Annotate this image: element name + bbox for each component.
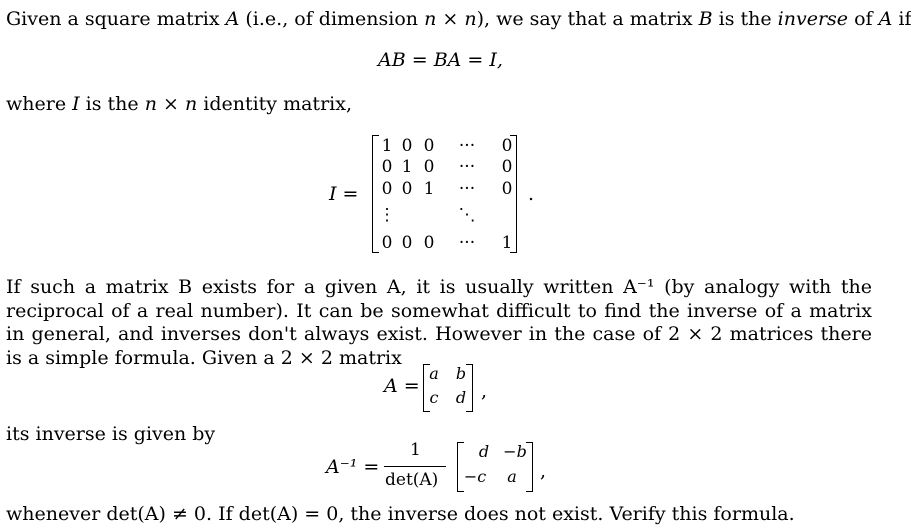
text: identity matrix,	[197, 93, 352, 115]
identity-entry: 0	[501, 136, 513, 156]
entry-neg-c: −c	[463, 467, 487, 486]
identity-entry: 0	[401, 179, 413, 199]
var-n: n	[464, 8, 477, 30]
fraction-numerator: 1	[410, 440, 421, 460]
entry-d: d	[478, 442, 490, 461]
identity-entry: ···	[458, 157, 476, 177]
entry-neg-b: −b	[503, 442, 527, 461]
text: Given a square matrix	[6, 8, 226, 30]
identity-entry: ···	[458, 179, 476, 199]
fraction-denominator: det(A)	[385, 470, 439, 490]
entry-d: d	[455, 388, 467, 407]
identity-entry: 1	[423, 179, 435, 199]
var-A: A	[878, 8, 893, 30]
identity-entry: 0	[501, 157, 513, 177]
var-n: n	[184, 93, 198, 115]
var-n: n	[144, 93, 157, 115]
var-B: B	[698, 8, 713, 30]
text: is the	[712, 8, 778, 30]
identity-entry: ···	[458, 233, 476, 253]
matrix-A-comma: ,	[481, 380, 488, 402]
text: ), we say that a matrix	[476, 8, 699, 30]
equation-inverse-definition: AB = BA = I,	[378, 49, 503, 71]
identity-entry: ⋱	[458, 205, 476, 225]
identity-entry: 1	[381, 136, 393, 156]
text: is the	[79, 93, 145, 115]
identity-period: .	[528, 183, 535, 205]
entry-c: c	[429, 388, 439, 407]
inverse-term: inverse	[777, 8, 849, 30]
closing-line: whenever det(A) ≠ 0. If det(A) = 0, the inverse does not exist. Verify this formula.	[6, 503, 795, 525]
identity-entry: 1	[401, 157, 413, 177]
identity-entry: 0	[381, 157, 393, 177]
identity-lhs: I =	[329, 183, 359, 205]
inverse-intro-line: its inverse is given by	[6, 423, 216, 445]
text: where	[6, 93, 73, 115]
identity-entry: 0	[401, 136, 413, 156]
fraction-bar	[384, 466, 446, 467]
text: (i.e., of dimension	[239, 8, 425, 30]
entry-a: a	[429, 364, 439, 383]
identity-entry: ⋮	[378, 205, 396, 225]
var-n: n	[424, 8, 437, 30]
inverse-comma: ,	[540, 460, 547, 482]
entry-a: a	[507, 467, 517, 486]
matrix-A-lhs: A =	[384, 375, 420, 397]
identity-entry: 0	[501, 179, 513, 199]
var-I: I	[72, 93, 80, 115]
times: ×	[156, 93, 185, 115]
identity-entry: 0	[423, 233, 435, 253]
times: ×	[436, 8, 465, 30]
identity-entry: 0	[401, 233, 413, 253]
text: if	[892, 8, 911, 30]
identity-entry: 0	[381, 233, 393, 253]
identity-entry: 0	[423, 157, 435, 177]
identity-intro-line	[6, 93, 352, 115]
identity-entry: ···	[458, 136, 476, 156]
text: of	[848, 8, 879, 30]
entry-b: b	[455, 364, 467, 383]
var-A: A	[225, 8, 240, 30]
identity-entry: 0	[381, 179, 393, 199]
inverse-lhs: A⁻¹ =	[326, 456, 380, 478]
paragraph-inverse-notation: If such a matrix B exists for a given A, it is usually written A⁻¹ (by analogy with the reciprocal of a real number). It can be somewhat difficult to find the inverse of a matrix in general, and inverses don't always exist. However in the case of 2 × 2 matrices there is a simple formula. Given a 2 × 2 matrix	[6, 276, 872, 369]
identity-entry: 0	[423, 136, 435, 156]
identity-entry: 1	[501, 233, 513, 253]
intro-line	[6, 8, 911, 30]
